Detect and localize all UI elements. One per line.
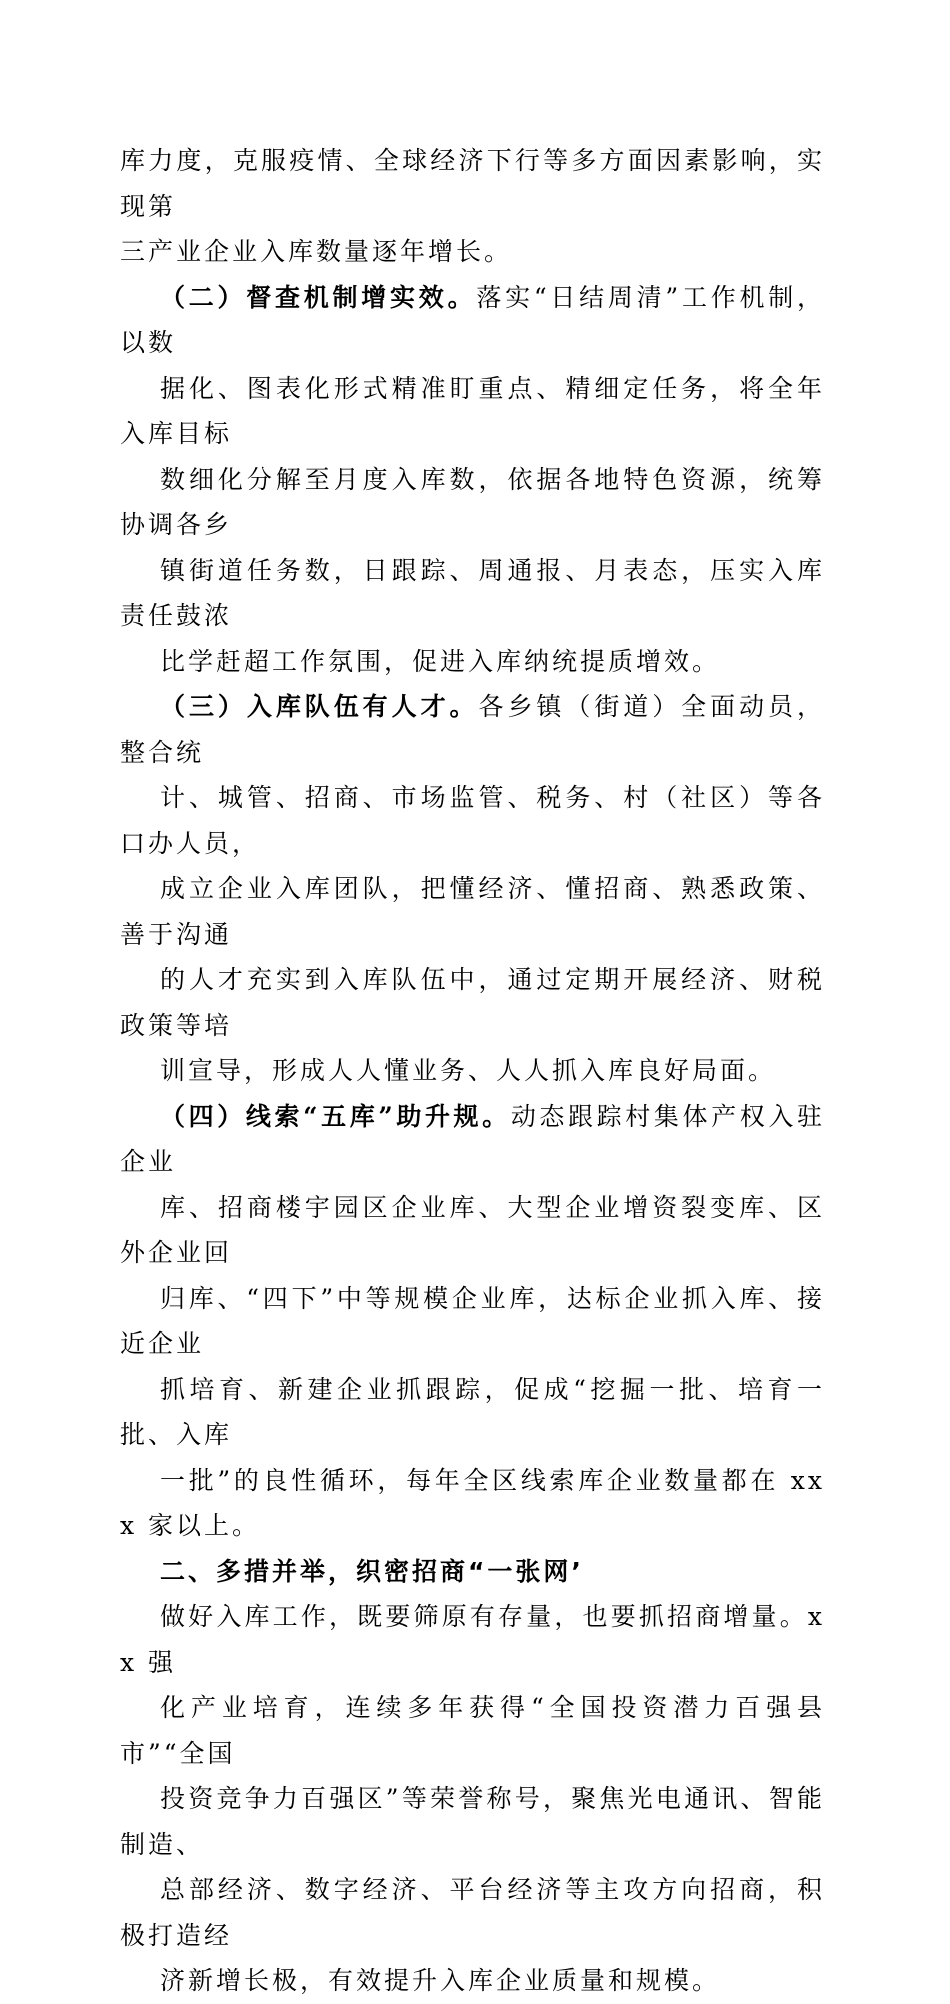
paragraph-supervision xyxy=(120,275,825,685)
text-line: 总部经济、数字经济、平台经济等主攻方向招商，积极打造经 xyxy=(120,1875,825,1950)
text-line: 落实“日结周清”工作机制，以数 xyxy=(120,282,825,357)
paragraph-continued xyxy=(120,138,825,275)
text-line: 库、招商楼宇园区企业库、大型企业增资裂变库、区外企业回 xyxy=(120,1192,825,1267)
text-line: 三产业企业入库数量逐年增长。 xyxy=(120,237,513,266)
text-line: 各乡镇（街道）全面动员，整合统 xyxy=(120,692,825,767)
text-line: 一批”的良性循环，每年全区线索库企业数量都在 xxx 家以上。 xyxy=(120,1465,825,1540)
text-line: 镇街道任务数，日跟踪、周通报、月表态，压实入库责任鼓浓 xyxy=(120,555,825,630)
paragraph-title: （四）线索“五库”助升规。 xyxy=(160,1101,511,1131)
text-line: 训宣导，形成人人懂业务、人人抓入库良好局面。 xyxy=(160,1056,777,1085)
text-line: 抓培育、新建企业抓跟踪，促成“挖掘一批、培育一批、入库 xyxy=(120,1374,825,1449)
paragraph-title: （三）入库队伍有人才。 xyxy=(160,692,479,721)
section-heading: 二、多措并举，织密招商“一张网’ xyxy=(160,1556,584,1586)
paragraph-leads xyxy=(120,1094,825,1549)
text-line: 济新增长极，有效提升入库企业质量和规模。 xyxy=(160,1966,721,1995)
text-line: 做好入库工作，既要筛原有存量，也要抓招商增量。xx 强 xyxy=(120,1602,825,1677)
paragraph-title: （二）督查机制增实效。 xyxy=(160,282,477,312)
text-line: 的人才充实到入库队伍中，通过定期开展经济、财税政策等培 xyxy=(120,965,825,1040)
text-line: 化产业培育，连续多年获得“全国投资潜力百强县市”“全国 xyxy=(120,1693,825,1768)
text-line: 数细化分解至月度入库数，依据各地特色资源，统筹协调各乡 xyxy=(120,464,825,539)
text-line: 计、城管、招商、市场监管、税务、村（社区）等各口办人员， xyxy=(120,783,825,858)
text-line: 动态跟踪村集体产权入驻企业 xyxy=(120,1101,825,1176)
document-body xyxy=(120,138,825,2004)
paragraph-investment xyxy=(120,1594,825,2004)
text-line: 成立企业入库团队，把懂经济、懂招商、熟悉政策、善于沟通 xyxy=(120,874,825,949)
text-line: 比学赶超工作氛围，促进入库纳统提质增效。 xyxy=(160,646,721,676)
paragraph-team xyxy=(120,684,825,1094)
text-line: 据化、图表化形式精准盯重点、精细定任务，将全年入库目标 xyxy=(120,373,825,448)
text-line: 库力度，克服疫情、全球经济下行等多方面因素影响，实现第 xyxy=(120,146,825,221)
text-line: 归库、“四下”中等规模企业库，达标企业抓入库、接近企业 xyxy=(120,1283,825,1358)
text-line: 投资竞争力百强区”等荣誉称号，聚焦光电通讯、智能制造、 xyxy=(120,1784,825,1859)
